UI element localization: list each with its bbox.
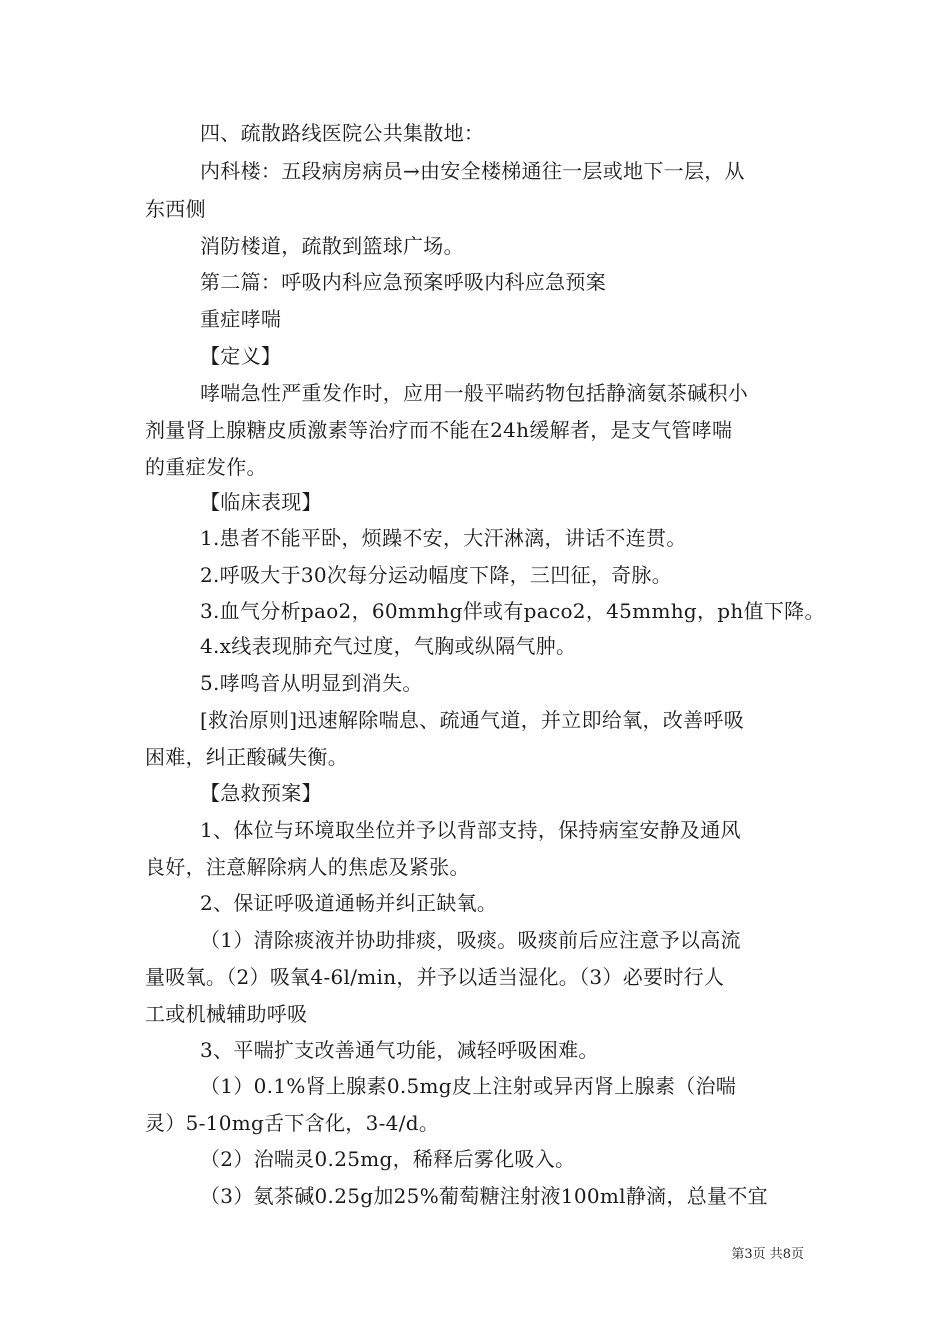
text-line: 1、体位与环境取坐位并予以背部支持，保持病室安静及通风 bbox=[200, 818, 741, 842]
list-item: 1.患者不能平卧，烦躁不安，大汗淋漓，讲话不连贯。 bbox=[200, 526, 687, 550]
text-line: 消防楼道，疏散到篮球广场。 bbox=[200, 234, 464, 258]
text-line: 灵）5-10mg舌下含化，3-4/d。 bbox=[145, 1111, 440, 1135]
text-line: （1）清除痰液并协助排痰，吸痰。吸痰前后应注意予以高流 bbox=[200, 928, 741, 952]
text-line: （3）氨茶碱0.25g加25%葡萄糖注射液100ml静滴，总量不宜 bbox=[200, 1184, 768, 1208]
text-line: 工或机械辅助呼吸 bbox=[145, 1002, 308, 1026]
list-item: 4.x线表现肺充气过度，气胸或纵隔气肿。 bbox=[200, 634, 577, 658]
text-line: 四、疏散路线医院公共集散地： bbox=[200, 121, 485, 145]
section-heading: 重症哮喘 bbox=[200, 307, 282, 331]
subheading-definition: 【定义】 bbox=[200, 344, 282, 368]
subheading-emergency: 【急救预案】 bbox=[200, 781, 322, 805]
subheading-clinical: 【临床表现】 bbox=[200, 490, 322, 514]
list-item: 2.呼吸大于30次每分运动幅度下降，三凹征，奇脉。 bbox=[200, 563, 673, 587]
text-line: 剂量肾上腺糖皮质激素等治疗而不能在24h缓解者，是支气管哮喘 bbox=[145, 418, 733, 442]
text-line: 困难，纠正酸碱失衡。 bbox=[145, 745, 348, 769]
text-line: 3、平喘扩支改善通气功能，减轻呼吸困难。 bbox=[200, 1038, 599, 1062]
text-line: 哮喘急性严重发作时，应用一般平喘药物包括静滴氨茶碱积小 bbox=[200, 381, 749, 405]
text-line: [救治原则]迅速解除喘息、疏通气道，并立即给氧，改善呼吸 bbox=[200, 708, 745, 732]
text-line: 良好，注意解除病人的焦虑及紧张。 bbox=[145, 855, 470, 879]
text-line: （2）治喘灵0.25mg，稀释后雾化吸入。 bbox=[200, 1147, 576, 1171]
text-line: 内科楼：五段病房病员→由安全楼梯通往一层或地下一层，从 bbox=[200, 159, 745, 183]
text-line: 的重症发作。 bbox=[145, 455, 267, 479]
text-line: 东西侧 bbox=[145, 197, 206, 221]
page-number: 第3页 共8页 bbox=[731, 1247, 804, 1262]
text-line: 量吸氧。（2）吸氧4-6l/min，并予以适当湿化。（3）必要时行人 bbox=[145, 965, 725, 989]
list-item: 5.哮鸣音从明显到消失。 bbox=[200, 671, 423, 695]
text-line: （1）0.1%肾上腺素0.5mg皮上注射或异丙肾上腺素（治喘 bbox=[200, 1074, 737, 1098]
section-title: 第二篇：呼吸内科应急预案呼吸内科应急预案 bbox=[200, 270, 606, 294]
list-item: 3.血气分析pao2，60mmhg伴或有paco2，45mmhg，ph值下降。 bbox=[200, 599, 825, 623]
text-line: 2、保证呼吸道通畅并纠正缺氧。 bbox=[200, 891, 498, 915]
